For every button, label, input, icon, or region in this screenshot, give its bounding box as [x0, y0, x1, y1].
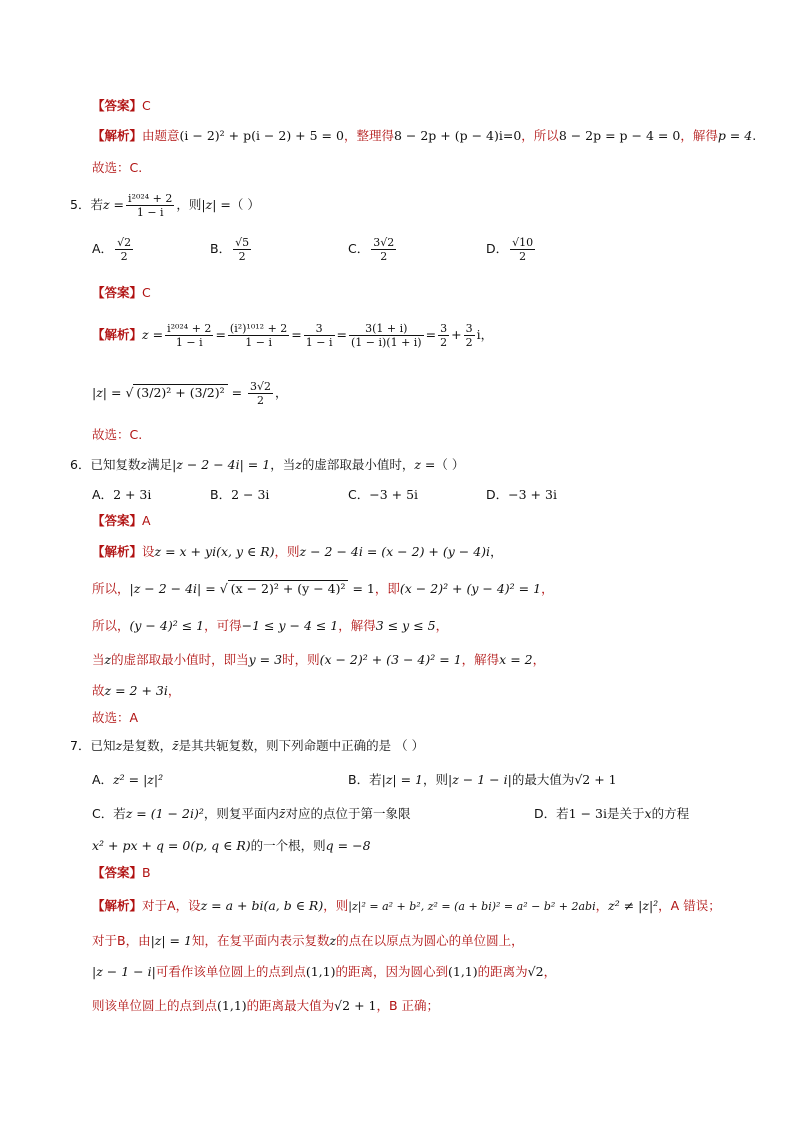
radicand: (3/2)² + (3/2)²	[133, 384, 227, 400]
math: (y − 4)² ≤ 1	[129, 618, 205, 633]
numerator: √10	[512, 236, 534, 249]
numerator: 3√2	[373, 236, 395, 249]
option-label: C．	[92, 806, 114, 821]
option-label: B．	[210, 241, 232, 256]
math: x	[644, 806, 652, 821]
numerator: i²⁰²⁴ + 2	[128, 192, 173, 205]
option-label: B．	[210, 487, 232, 502]
denominator: 1 − i	[305, 336, 333, 349]
math: 1 − 3i	[568, 806, 607, 821]
q7-analysis-line-4	[92, 997, 439, 1015]
math: 8 − 2p + (p − 4)i=0	[393, 128, 522, 143]
math: z =	[142, 327, 164, 342]
text: ，	[541, 581, 554, 596]
option-text: −3 + 3i	[508, 487, 557, 502]
text: 则该单位圆上的点到点	[92, 998, 218, 1013]
denominator: 2	[120, 250, 128, 263]
q6-option-b	[210, 485, 269, 503]
denominator: 2	[465, 336, 473, 349]
q5-stem	[70, 192, 260, 219]
text: 由题意	[142, 128, 180, 143]
text: 的虚部取最小值时，	[301, 457, 415, 472]
q4-analysis-line	[92, 127, 756, 145]
text: 已知复数	[90, 457, 141, 472]
math: z = 2 + 3i	[104, 683, 168, 698]
text: ，	[532, 652, 546, 667]
math: x² + px + q = 0(p, q ∈ R)	[92, 838, 251, 853]
math: z² ≠ |z|²	[608, 898, 659, 913]
math: q = −8	[325, 838, 371, 853]
math: 8 − 2p = p − 4 = 0	[558, 128, 681, 143]
denominator: 2	[380, 250, 388, 263]
text: 当	[92, 652, 105, 667]
text: ，	[480, 327, 494, 342]
q6-select: 故选：A	[92, 710, 139, 725]
answer-value: C	[142, 98, 151, 113]
option-label: A．	[92, 487, 114, 502]
q4-select: 故选：C.	[92, 160, 143, 175]
text: ，	[490, 544, 503, 559]
math: |z − 1 − i|	[92, 964, 156, 979]
math: z = x + yi(x, y ∈ R)	[154, 544, 275, 559]
denominator: (1 − i)(1 + i)	[350, 336, 422, 349]
text: 对应的点位于第一象限	[285, 806, 411, 821]
math: √2 + 1	[574, 772, 617, 787]
text: ，解得	[338, 618, 376, 633]
text: ，则	[274, 544, 300, 559]
answer-tag: 【答案】	[92, 513, 143, 528]
option-label: A．	[92, 772, 114, 787]
q4-answer-line	[92, 97, 151, 115]
q7-analysis-line-3	[92, 963, 556, 981]
text: ，A 错误；	[658, 898, 721, 913]
math: z =	[414, 457, 436, 472]
text: ，整理得	[343, 128, 394, 143]
text: ，	[543, 964, 557, 979]
text: 的距离，因为圆心到	[335, 964, 448, 979]
q6-option-c	[348, 485, 418, 503]
text: 对于B，由	[92, 933, 151, 948]
q5-option-a	[92, 236, 135, 263]
math: y = 3	[248, 652, 283, 667]
text: 是其共轭复数，则下列命题中正确的是 （ ）	[178, 738, 425, 753]
text: （ ）	[435, 457, 465, 472]
math: |z| = 1	[150, 933, 192, 948]
q7-answer-line	[92, 864, 151, 882]
math: √2	[527, 964, 544, 979]
math: z	[295, 457, 302, 472]
math: |z|² = a² + b², z² = (a + bi)² = a² − b² + 2abi	[348, 900, 596, 913]
denominator: 1 − i	[175, 336, 203, 349]
math: (i − 2)² + p(i − 2) + 5 = 0	[179, 128, 344, 143]
q5-select: 故选：C.	[92, 427, 143, 442]
q5-option-b	[210, 236, 253, 263]
analysis-tag: 【解析】	[92, 898, 143, 913]
denominator: 2	[519, 250, 527, 263]
math: z = (1 − 2i)²	[125, 806, 204, 821]
math: x = 2	[499, 652, 533, 667]
math: = 1	[352, 581, 375, 596]
text: 若	[556, 806, 569, 821]
radical: √ (3/2)² + (3/2)²	[125, 384, 227, 400]
q7-stem	[70, 737, 424, 755]
math: |z − 2 − 4i| =	[129, 581, 216, 596]
text: ，则复平面内	[203, 806, 279, 821]
math: |z − 2 − 4i| = 1	[172, 457, 271, 472]
q5-analysis-line-2: |z| = √ (3/2)² + (3/2)² = $\frac{3√2}{2}$ ，	[92, 380, 288, 407]
math: z̄	[172, 738, 179, 753]
math: z	[115, 738, 123, 753]
text: ，当	[270, 457, 296, 472]
math: (x − 2)² + (y − 4)² = 1	[399, 581, 542, 596]
q7-option-d	[534, 804, 689, 822]
math: z = a + bi(a, b ∈ R)	[200, 898, 324, 913]
option-text: z² = |z|²	[113, 772, 164, 787]
q7-option-b	[348, 770, 617, 788]
option-label: A．	[92, 241, 114, 256]
option-label: D．	[486, 241, 509, 256]
text: 若	[369, 772, 382, 787]
q6-analysis-line-3	[92, 617, 448, 635]
option-label: C．	[348, 487, 370, 502]
q5-option-c	[348, 236, 398, 263]
text: （ ）	[230, 197, 260, 212]
q7-option-a	[92, 770, 163, 788]
fraction	[126, 192, 174, 219]
math: z	[104, 652, 112, 667]
text: 的点在以原点为圆心的单位圆上，	[336, 933, 524, 948]
text: 所以，	[92, 581, 130, 596]
q5-analysis-line-1: 【解析】z = $\frac{\text{i²⁰²⁴ + 2}}{1 - i}$ = $\frac{\text{(i²)¹⁰¹² + 2}}{1 - i}$ = $\frac{3}{1 - i}$ = $\frac{3(1 + i)}{(1 - i)(1 + i)}$ = $\frac{3}{2}$ + $\frac{3}{2}$ i，	[92, 322, 494, 349]
q6-option-d	[486, 485, 557, 503]
answer-tag: 【答案】	[92, 98, 143, 113]
q7-option-c	[92, 804, 410, 822]
text: 的方程	[651, 806, 690, 821]
radicand: (x − 2)² + (y − 4)²	[228, 580, 349, 596]
math: i	[476, 327, 481, 342]
numerator: i²⁰²⁴ + 2	[167, 322, 212, 335]
option-label: C．	[348, 241, 370, 256]
analysis-tag: 【解析】	[92, 544, 143, 559]
analysis-tag: 【解析】	[92, 327, 143, 342]
numerator: (i²)¹⁰¹² + 2	[229, 322, 288, 335]
text: .	[752, 128, 757, 143]
text: 满足	[147, 457, 173, 472]
text: ，	[435, 618, 449, 633]
q7-analysis-line-2	[92, 932, 524, 950]
answer-tag: 【答案】	[92, 865, 143, 880]
math: |z| = 1	[381, 772, 423, 787]
question-number: 6．	[70, 457, 91, 472]
answer-tag: 【答案】	[92, 285, 143, 300]
math: (1,1)	[447, 964, 478, 979]
option-label: B．	[348, 772, 370, 787]
text: ，B 正确；	[376, 998, 440, 1013]
text: 的距离为	[477, 964, 528, 979]
answer-value: A	[142, 513, 151, 528]
option-text: 2 − 3i	[231, 487, 270, 502]
text: ，	[275, 385, 288, 400]
math: z̄	[278, 806, 286, 821]
text: ，即	[374, 581, 400, 596]
answer-value: B	[142, 865, 151, 880]
q6-analysis-line-5	[92, 682, 180, 700]
math: z =	[102, 197, 125, 212]
math: |z| =	[201, 197, 231, 212]
option-text: −3 + 5i	[369, 487, 419, 502]
text: 时，则	[282, 652, 320, 667]
text: 若	[90, 197, 103, 212]
analysis-tag: 【解析】	[92, 128, 143, 143]
q6-stem	[70, 456, 464, 474]
denominator: 1 − i	[245, 336, 272, 349]
radical: √ (x − 2)² + (y − 4)²	[220, 580, 349, 596]
math: z − 2 − 4i = (x − 2) + (y − 4)i	[299, 544, 491, 559]
option-text: 2 + 3i	[113, 487, 152, 502]
math: z	[140, 457, 148, 472]
text: 设	[142, 544, 155, 559]
numerator: 3(1 + i)	[349, 322, 424, 336]
math: (1,1)	[217, 998, 247, 1013]
text: 对于A，设	[142, 898, 201, 913]
math: −1 ≤ y − 4 ≤ 1	[241, 618, 339, 633]
text: 的最大值为	[511, 772, 575, 787]
q5-option-d	[486, 236, 537, 263]
text: ，则	[422, 772, 448, 787]
math: (1,1)	[305, 964, 336, 979]
math: |z| =	[92, 385, 122, 400]
text: 的距离最大值为	[246, 998, 335, 1013]
text: 所以，	[92, 618, 130, 633]
numerator: 3	[465, 322, 473, 335]
answer-value: C	[142, 285, 151, 300]
q7-option-d-continued	[92, 836, 371, 854]
text: ，所以	[521, 128, 559, 143]
math: (x − 2)² + (3 − 4)² = 1	[319, 652, 462, 667]
text: 的虚部取最小值时，即当	[111, 652, 249, 667]
text: 可看作该单位圆上的点到点	[155, 964, 306, 979]
math: p = 4	[717, 128, 753, 143]
option-label: D．	[486, 487, 509, 502]
text: 知，在复平面内表示复数	[191, 933, 330, 948]
denominator: 2	[257, 394, 265, 407]
q5-answer-line	[92, 284, 151, 302]
q6-answer-line	[92, 512, 151, 530]
math: |z − 1 − i|	[448, 772, 512, 787]
text: 已知	[90, 738, 116, 753]
numerator: 3	[440, 322, 448, 335]
math: √2 + 1	[334, 998, 377, 1013]
text: 的一个根，则	[250, 838, 326, 853]
text: ，	[167, 683, 181, 698]
q6-analysis-line-2	[92, 580, 554, 598]
denominator: 1 − i	[136, 206, 164, 219]
numerator: 3	[304, 322, 335, 336]
math: z	[329, 933, 337, 948]
text: 是复数，	[122, 738, 173, 753]
text: ，解得	[461, 652, 500, 667]
text: ，可得	[204, 618, 242, 633]
question-number: 5．	[70, 197, 91, 212]
question-number: 7．	[70, 738, 91, 753]
text: 若	[113, 806, 126, 821]
math: 3 ≤ y ≤ 5	[375, 618, 436, 633]
q6-option-a	[92, 485, 151, 503]
text: ，则	[323, 898, 349, 913]
text: ，解得	[680, 128, 718, 143]
numerator: √2	[117, 236, 132, 249]
q7-analysis-line-1	[92, 897, 721, 916]
q6-analysis-line-1	[92, 543, 503, 561]
option-label: D．	[534, 806, 557, 821]
text: ，	[595, 898, 609, 913]
denominator: 2	[238, 250, 246, 263]
text: 故	[92, 683, 105, 698]
text: 是关于	[606, 806, 645, 821]
denominator: 2	[440, 336, 448, 349]
numerator: 3√2	[250, 380, 272, 393]
text: ，则	[176, 197, 202, 212]
numerator: √5	[235, 236, 250, 249]
q6-analysis-line-4	[92, 651, 545, 669]
